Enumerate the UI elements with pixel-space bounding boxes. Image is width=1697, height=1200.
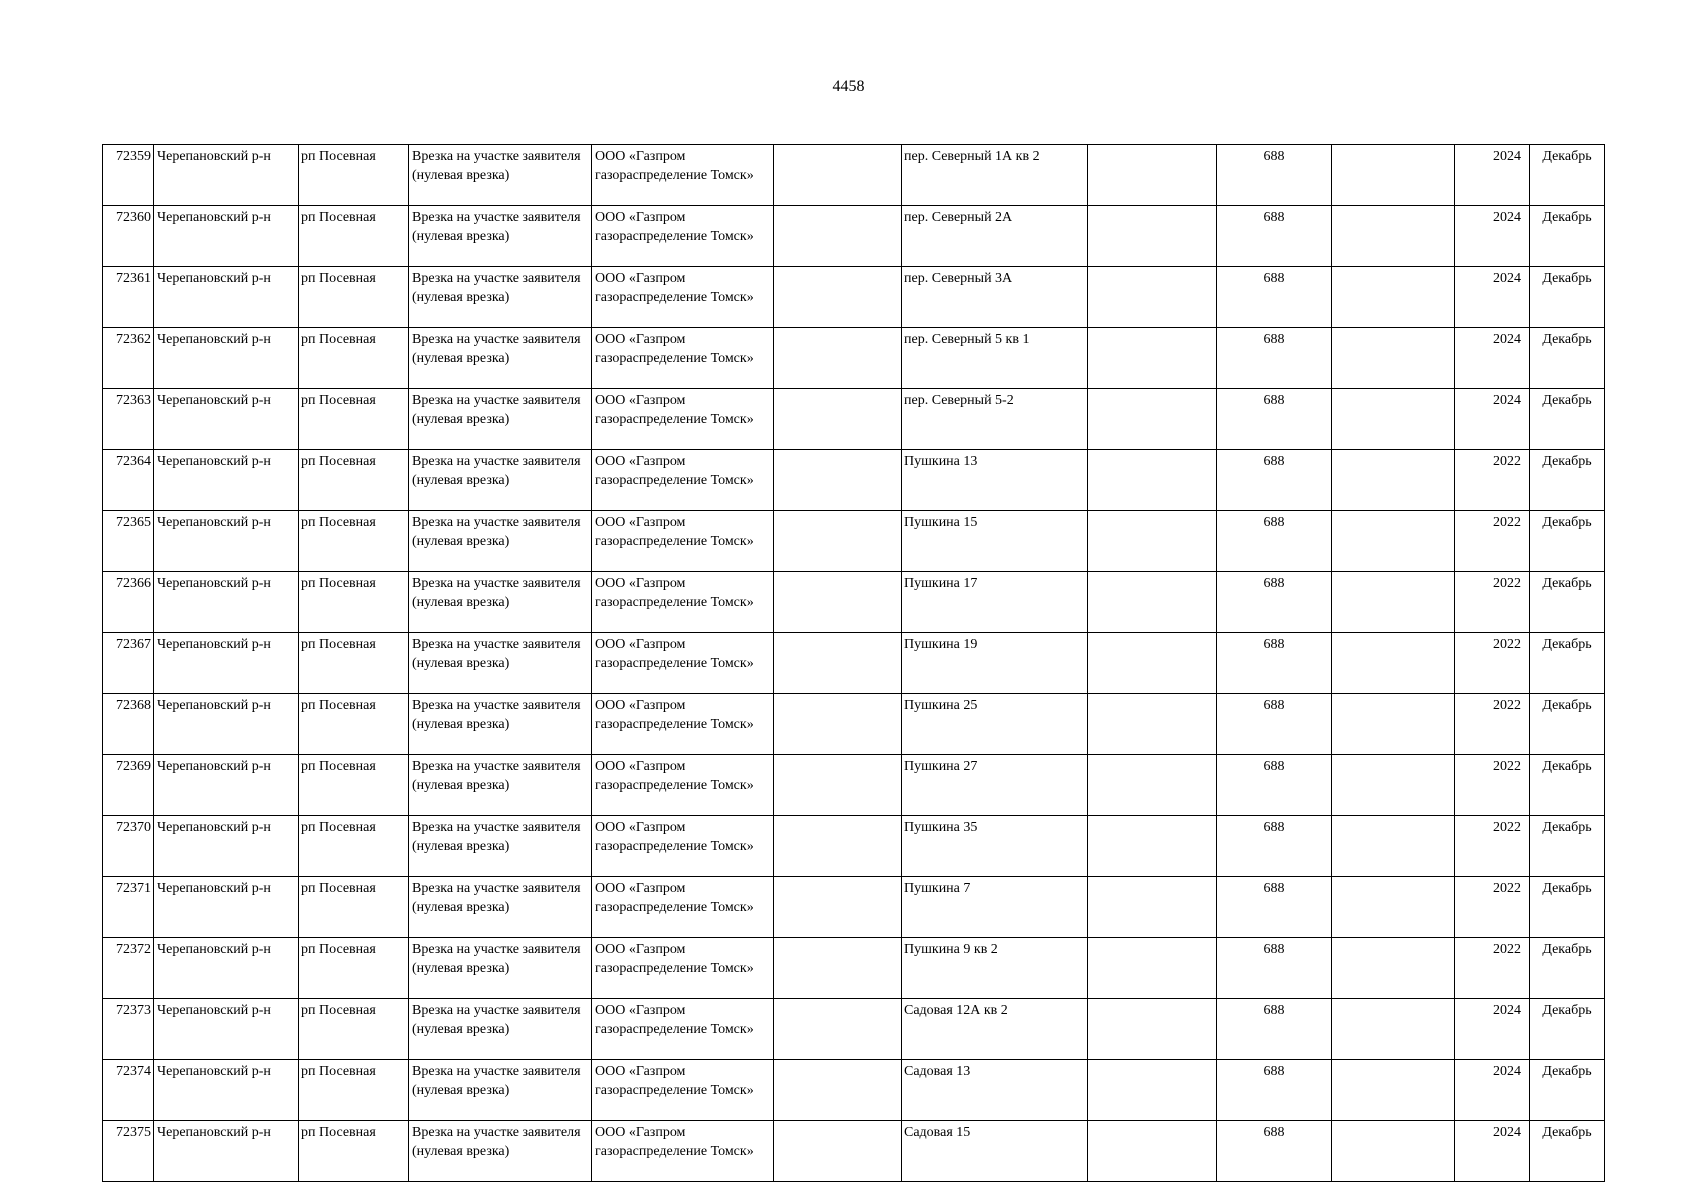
cell-year: 2022 — [1455, 816, 1530, 877]
cell-value: 688 — [1217, 694, 1332, 755]
cell-empty — [774, 511, 902, 572]
cell-settlement: рп Посевная — [299, 206, 409, 267]
cell-empty — [1332, 389, 1455, 450]
cell-work-type: Врезка на участке заявителя (нулевая врезка) — [409, 633, 592, 694]
cell-month: Декабрь — [1530, 511, 1605, 572]
cell-address: пер. Северный 5 кв 1 — [902, 328, 1088, 389]
cell-empty — [1332, 450, 1455, 511]
cell-organization: ООО «Газпром газораспределение Томск» — [592, 328, 774, 389]
cell-empty — [1088, 694, 1217, 755]
cell-address: пер. Северный 2А — [902, 206, 1088, 267]
cell-district: Черепановский р-н — [154, 816, 299, 877]
cell-empty — [1332, 633, 1455, 694]
cell-organization: ООО «Газпром газораспределение Томск» — [592, 1060, 774, 1121]
cell-organization: ООО «Газпром газораспределение Томск» — [592, 572, 774, 633]
cell-empty — [1088, 755, 1217, 816]
cell-year: 2022 — [1455, 877, 1530, 938]
cell-empty — [774, 816, 902, 877]
cell-value: 688 — [1217, 389, 1332, 450]
cell-month: Декабрь — [1530, 694, 1605, 755]
cell-empty — [774, 694, 902, 755]
cell-address: Пушкина 17 — [902, 572, 1088, 633]
cell-empty — [774, 572, 902, 633]
cell-empty — [1332, 145, 1455, 206]
cell-settlement: рп Посевная — [299, 145, 409, 206]
cell-year: 2024 — [1455, 145, 1530, 206]
cell-id: 72362 — [103, 328, 154, 389]
cell-settlement: рп Посевная — [299, 1121, 409, 1182]
cell-empty — [1332, 206, 1455, 267]
cell-id: 72360 — [103, 206, 154, 267]
cell-empty — [1332, 755, 1455, 816]
cell-month: Декабрь — [1530, 267, 1605, 328]
cell-settlement: рп Посевная — [299, 633, 409, 694]
cell-settlement: рп Посевная — [299, 328, 409, 389]
table-row — [103, 511, 1605, 572]
cell-value: 688 — [1217, 755, 1332, 816]
cell-address: Пушкина 19 — [902, 633, 1088, 694]
cell-empty — [774, 1060, 902, 1121]
table-row — [103, 633, 1605, 694]
cell-empty — [774, 633, 902, 694]
cell-empty — [1088, 511, 1217, 572]
cell-year: 2024 — [1455, 1121, 1530, 1182]
cell-district: Черепановский р-н — [154, 877, 299, 938]
cell-settlement: рп Посевная — [299, 755, 409, 816]
cell-value: 688 — [1217, 450, 1332, 511]
cell-settlement: рп Посевная — [299, 572, 409, 633]
cell-work-type: Врезка на участке заявителя (нулевая врезка) — [409, 206, 592, 267]
cell-empty — [1332, 816, 1455, 877]
cell-year: 2022 — [1455, 572, 1530, 633]
cell-id: 72365 — [103, 511, 154, 572]
table-row — [103, 877, 1605, 938]
cell-address: пер. Северный 5-2 — [902, 389, 1088, 450]
cell-work-type: Врезка на участке заявителя (нулевая врезка) — [409, 267, 592, 328]
cell-empty — [774, 938, 902, 999]
cell-month: Декабрь — [1530, 633, 1605, 694]
cell-district: Черепановский р-н — [154, 389, 299, 450]
cell-work-type: Врезка на участке заявителя (нулевая врезка) — [409, 816, 592, 877]
cell-empty — [1088, 999, 1217, 1060]
cell-organization: ООО «Газпром газораспределение Томск» — [592, 511, 774, 572]
cell-value: 688 — [1217, 206, 1332, 267]
cell-month: Декабрь — [1530, 1060, 1605, 1121]
table-row — [103, 145, 1605, 206]
cell-value: 688 — [1217, 267, 1332, 328]
cell-id: 72371 — [103, 877, 154, 938]
cell-month: Декабрь — [1530, 755, 1605, 816]
cell-empty — [1088, 938, 1217, 999]
cell-value: 688 — [1217, 938, 1332, 999]
cell-empty — [1332, 999, 1455, 1060]
cell-address: Пушкина 7 — [902, 877, 1088, 938]
cell-organization: ООО «Газпром газораспределение Томск» — [592, 450, 774, 511]
cell-id: 72361 — [103, 267, 154, 328]
cell-settlement: рп Посевная — [299, 938, 409, 999]
cell-work-type: Врезка на участке заявителя (нулевая врезка) — [409, 1060, 592, 1121]
cell-organization: ООО «Газпром газораспределение Томск» — [592, 999, 774, 1060]
cell-empty — [1088, 1121, 1217, 1182]
cell-address: Пушкина 27 — [902, 755, 1088, 816]
cell-value: 688 — [1217, 999, 1332, 1060]
cell-year: 2024 — [1455, 206, 1530, 267]
cell-month: Декабрь — [1530, 1121, 1605, 1182]
cell-value: 688 — [1217, 633, 1332, 694]
cell-district: Черепановский р-н — [154, 999, 299, 1060]
cell-empty — [774, 206, 902, 267]
cell-id: 72368 — [103, 694, 154, 755]
cell-year: 2024 — [1455, 267, 1530, 328]
cell-district: Черепановский р-н — [154, 267, 299, 328]
cell-organization: ООО «Газпром газораспределение Томск» — [592, 267, 774, 328]
cell-work-type: Врезка на участке заявителя (нулевая врезка) — [409, 877, 592, 938]
cell-district: Черепановский р-н — [154, 938, 299, 999]
cell-district: Черепановский р-н — [154, 1060, 299, 1121]
cell-empty — [1088, 572, 1217, 633]
table-row — [103, 389, 1605, 450]
cell-empty — [1332, 694, 1455, 755]
cell-year: 2022 — [1455, 755, 1530, 816]
cell-district: Черепановский р-н — [154, 572, 299, 633]
cell-empty — [774, 328, 902, 389]
cell-empty — [774, 999, 902, 1060]
cell-empty — [1088, 450, 1217, 511]
cell-settlement: рп Посевная — [299, 999, 409, 1060]
cell-work-type: Врезка на участке заявителя (нулевая врезка) — [409, 938, 592, 999]
cell-work-type: Врезка на участке заявителя (нулевая врезка) — [409, 1121, 592, 1182]
cell-address: Пушкина 15 — [902, 511, 1088, 572]
cell-id: 72367 — [103, 633, 154, 694]
cell-settlement: рп Посевная — [299, 389, 409, 450]
cell-empty — [1332, 1060, 1455, 1121]
cell-empty — [1088, 145, 1217, 206]
cell-month: Декабрь — [1530, 328, 1605, 389]
cell-district: Черепановский р-н — [154, 206, 299, 267]
cell-empty — [1088, 328, 1217, 389]
cell-year: 2022 — [1455, 938, 1530, 999]
cell-settlement: рп Посевная — [299, 877, 409, 938]
cell-empty — [774, 145, 902, 206]
cell-address: Пушкина 13 — [902, 450, 1088, 511]
page-number: 4458 — [832, 78, 865, 95]
cell-value: 688 — [1217, 1060, 1332, 1121]
cell-work-type: Врезка на участке заявителя (нулевая врезка) — [409, 328, 592, 389]
cell-id: 72370 — [103, 816, 154, 877]
cell-district: Черепановский р-н — [154, 633, 299, 694]
cell-year: 2022 — [1455, 511, 1530, 572]
cell-value: 688 — [1217, 1121, 1332, 1182]
cell-empty — [1088, 206, 1217, 267]
cell-organization: ООО «Газпром газораспределение Томск» — [592, 877, 774, 938]
cell-empty — [1088, 267, 1217, 328]
cell-work-type: Врезка на участке заявителя (нулевая врезка) — [409, 572, 592, 633]
cell-id: 72369 — [103, 755, 154, 816]
cell-work-type: Врезка на участке заявителя (нулевая врезка) — [409, 511, 592, 572]
cell-organization: ООО «Газпром газораспределение Томск» — [592, 389, 774, 450]
table-row — [103, 1121, 1605, 1182]
table-row — [103, 938, 1605, 999]
table-row — [103, 572, 1605, 633]
cell-empty — [1332, 877, 1455, 938]
table-row — [103, 267, 1605, 328]
cell-district: Черепановский р-н — [154, 1121, 299, 1182]
cell-month: Декабрь — [1530, 389, 1605, 450]
cell-organization: ООО «Газпром газораспределение Томск» — [592, 816, 774, 877]
cell-work-type: Врезка на участке заявителя (нулевая врезка) — [409, 755, 592, 816]
table-row — [103, 328, 1605, 389]
cell-empty — [1332, 511, 1455, 572]
cell-year: 2024 — [1455, 999, 1530, 1060]
cell-month: Декабрь — [1530, 999, 1605, 1060]
cell-work-type: Врезка на участке заявителя (нулевая врезка) — [409, 694, 592, 755]
cell-month: Декабрь — [1530, 572, 1605, 633]
cell-address: Садовая 12А кв 2 — [902, 999, 1088, 1060]
cell-settlement: рп Посевная — [299, 816, 409, 877]
cell-district: Черепановский р-н — [154, 145, 299, 206]
cell-month: Декабрь — [1530, 816, 1605, 877]
cell-empty — [774, 877, 902, 938]
cell-organization: ООО «Газпром газораспределение Томск» — [592, 938, 774, 999]
cell-value: 688 — [1217, 816, 1332, 877]
cell-year: 2024 — [1455, 328, 1530, 389]
cell-address: Садовая 13 — [902, 1060, 1088, 1121]
cell-empty — [1332, 572, 1455, 633]
cell-work-type: Врезка на участке заявителя (нулевая врезка) — [409, 145, 592, 206]
cell-id: 72375 — [103, 1121, 154, 1182]
cell-settlement: рп Посевная — [299, 511, 409, 572]
cell-id: 72374 — [103, 1060, 154, 1121]
cell-empty — [774, 267, 902, 328]
cell-id: 72364 — [103, 450, 154, 511]
cell-organization: ООО «Газпром газораспределение Томск» — [592, 694, 774, 755]
table-body — [103, 145, 1605, 1182]
cell-id: 72373 — [103, 999, 154, 1060]
cell-empty — [1088, 1060, 1217, 1121]
cell-empty — [774, 1121, 902, 1182]
cell-settlement: рп Посевная — [299, 450, 409, 511]
cell-organization: ООО «Газпром газораспределение Томск» — [592, 755, 774, 816]
cell-value: 688 — [1217, 572, 1332, 633]
cell-district: Черепановский р-н — [154, 328, 299, 389]
cell-month: Декабрь — [1530, 450, 1605, 511]
cell-work-type: Врезка на участке заявителя (нулевая врезка) — [409, 450, 592, 511]
cell-empty — [1088, 816, 1217, 877]
cell-empty — [774, 389, 902, 450]
cell-empty — [774, 450, 902, 511]
cell-settlement: рп Посевная — [299, 1060, 409, 1121]
cell-settlement: рп Посевная — [299, 267, 409, 328]
cell-value: 688 — [1217, 145, 1332, 206]
cell-work-type: Врезка на участке заявителя (нулевая врезка) — [409, 389, 592, 450]
cell-organization: ООО «Газпром газораспределение Томск» — [592, 1121, 774, 1182]
cell-empty — [1332, 938, 1455, 999]
cell-month: Декабрь — [1530, 877, 1605, 938]
cell-address: Пушкина 9 кв 2 — [902, 938, 1088, 999]
cell-id: 72359 — [103, 145, 154, 206]
cell-year: 2022 — [1455, 450, 1530, 511]
cell-work-type: Врезка на участке заявителя (нулевая врезка) — [409, 999, 592, 1060]
cell-empty — [1332, 267, 1455, 328]
cell-year: 2022 — [1455, 694, 1530, 755]
cell-organization: ООО «Газпром газораспределение Томск» — [592, 206, 774, 267]
cell-year: 2024 — [1455, 1060, 1530, 1121]
cell-value: 688 — [1217, 511, 1332, 572]
cell-empty — [1332, 1121, 1455, 1182]
cell-organization: ООО «Газпром газораспределение Томск» — [592, 145, 774, 206]
cell-empty — [1332, 328, 1455, 389]
cell-year: 2022 — [1455, 633, 1530, 694]
table-row — [103, 450, 1605, 511]
table-row — [103, 816, 1605, 877]
cell-month: Декабрь — [1530, 145, 1605, 206]
cell-year: 2024 — [1455, 389, 1530, 450]
cell-empty — [774, 755, 902, 816]
cell-organization: ООО «Газпром газораспределение Томск» — [592, 633, 774, 694]
cell-district: Черепановский р-н — [154, 450, 299, 511]
cell-value: 688 — [1217, 328, 1332, 389]
cell-address: Пушкина 35 — [902, 816, 1088, 877]
cell-settlement: рп Посевная — [299, 694, 409, 755]
table-row — [103, 999, 1605, 1060]
table-row — [103, 755, 1605, 816]
cell-address: Садовая 15 — [902, 1121, 1088, 1182]
cell-id: 72372 — [103, 938, 154, 999]
gasification-register-table — [102, 144, 1605, 1182]
cell-district: Черепановский р-н — [154, 511, 299, 572]
cell-address: пер. Северный 1А кв 2 — [902, 145, 1088, 206]
cell-month: Декабрь — [1530, 938, 1605, 999]
table-row — [103, 694, 1605, 755]
cell-id: 72366 — [103, 572, 154, 633]
cell-empty — [1088, 877, 1217, 938]
cell-month: Декабрь — [1530, 206, 1605, 267]
cell-value: 688 — [1217, 877, 1332, 938]
cell-district: Черепановский р-н — [154, 694, 299, 755]
cell-empty — [1088, 633, 1217, 694]
cell-district: Черепановский р-н — [154, 755, 299, 816]
cell-address: пер. Северный 3А — [902, 267, 1088, 328]
table-row — [103, 1060, 1605, 1121]
cell-address: Пушкина 25 — [902, 694, 1088, 755]
cell-empty — [1088, 389, 1217, 450]
table-row — [103, 206, 1605, 267]
cell-id: 72363 — [103, 389, 154, 450]
